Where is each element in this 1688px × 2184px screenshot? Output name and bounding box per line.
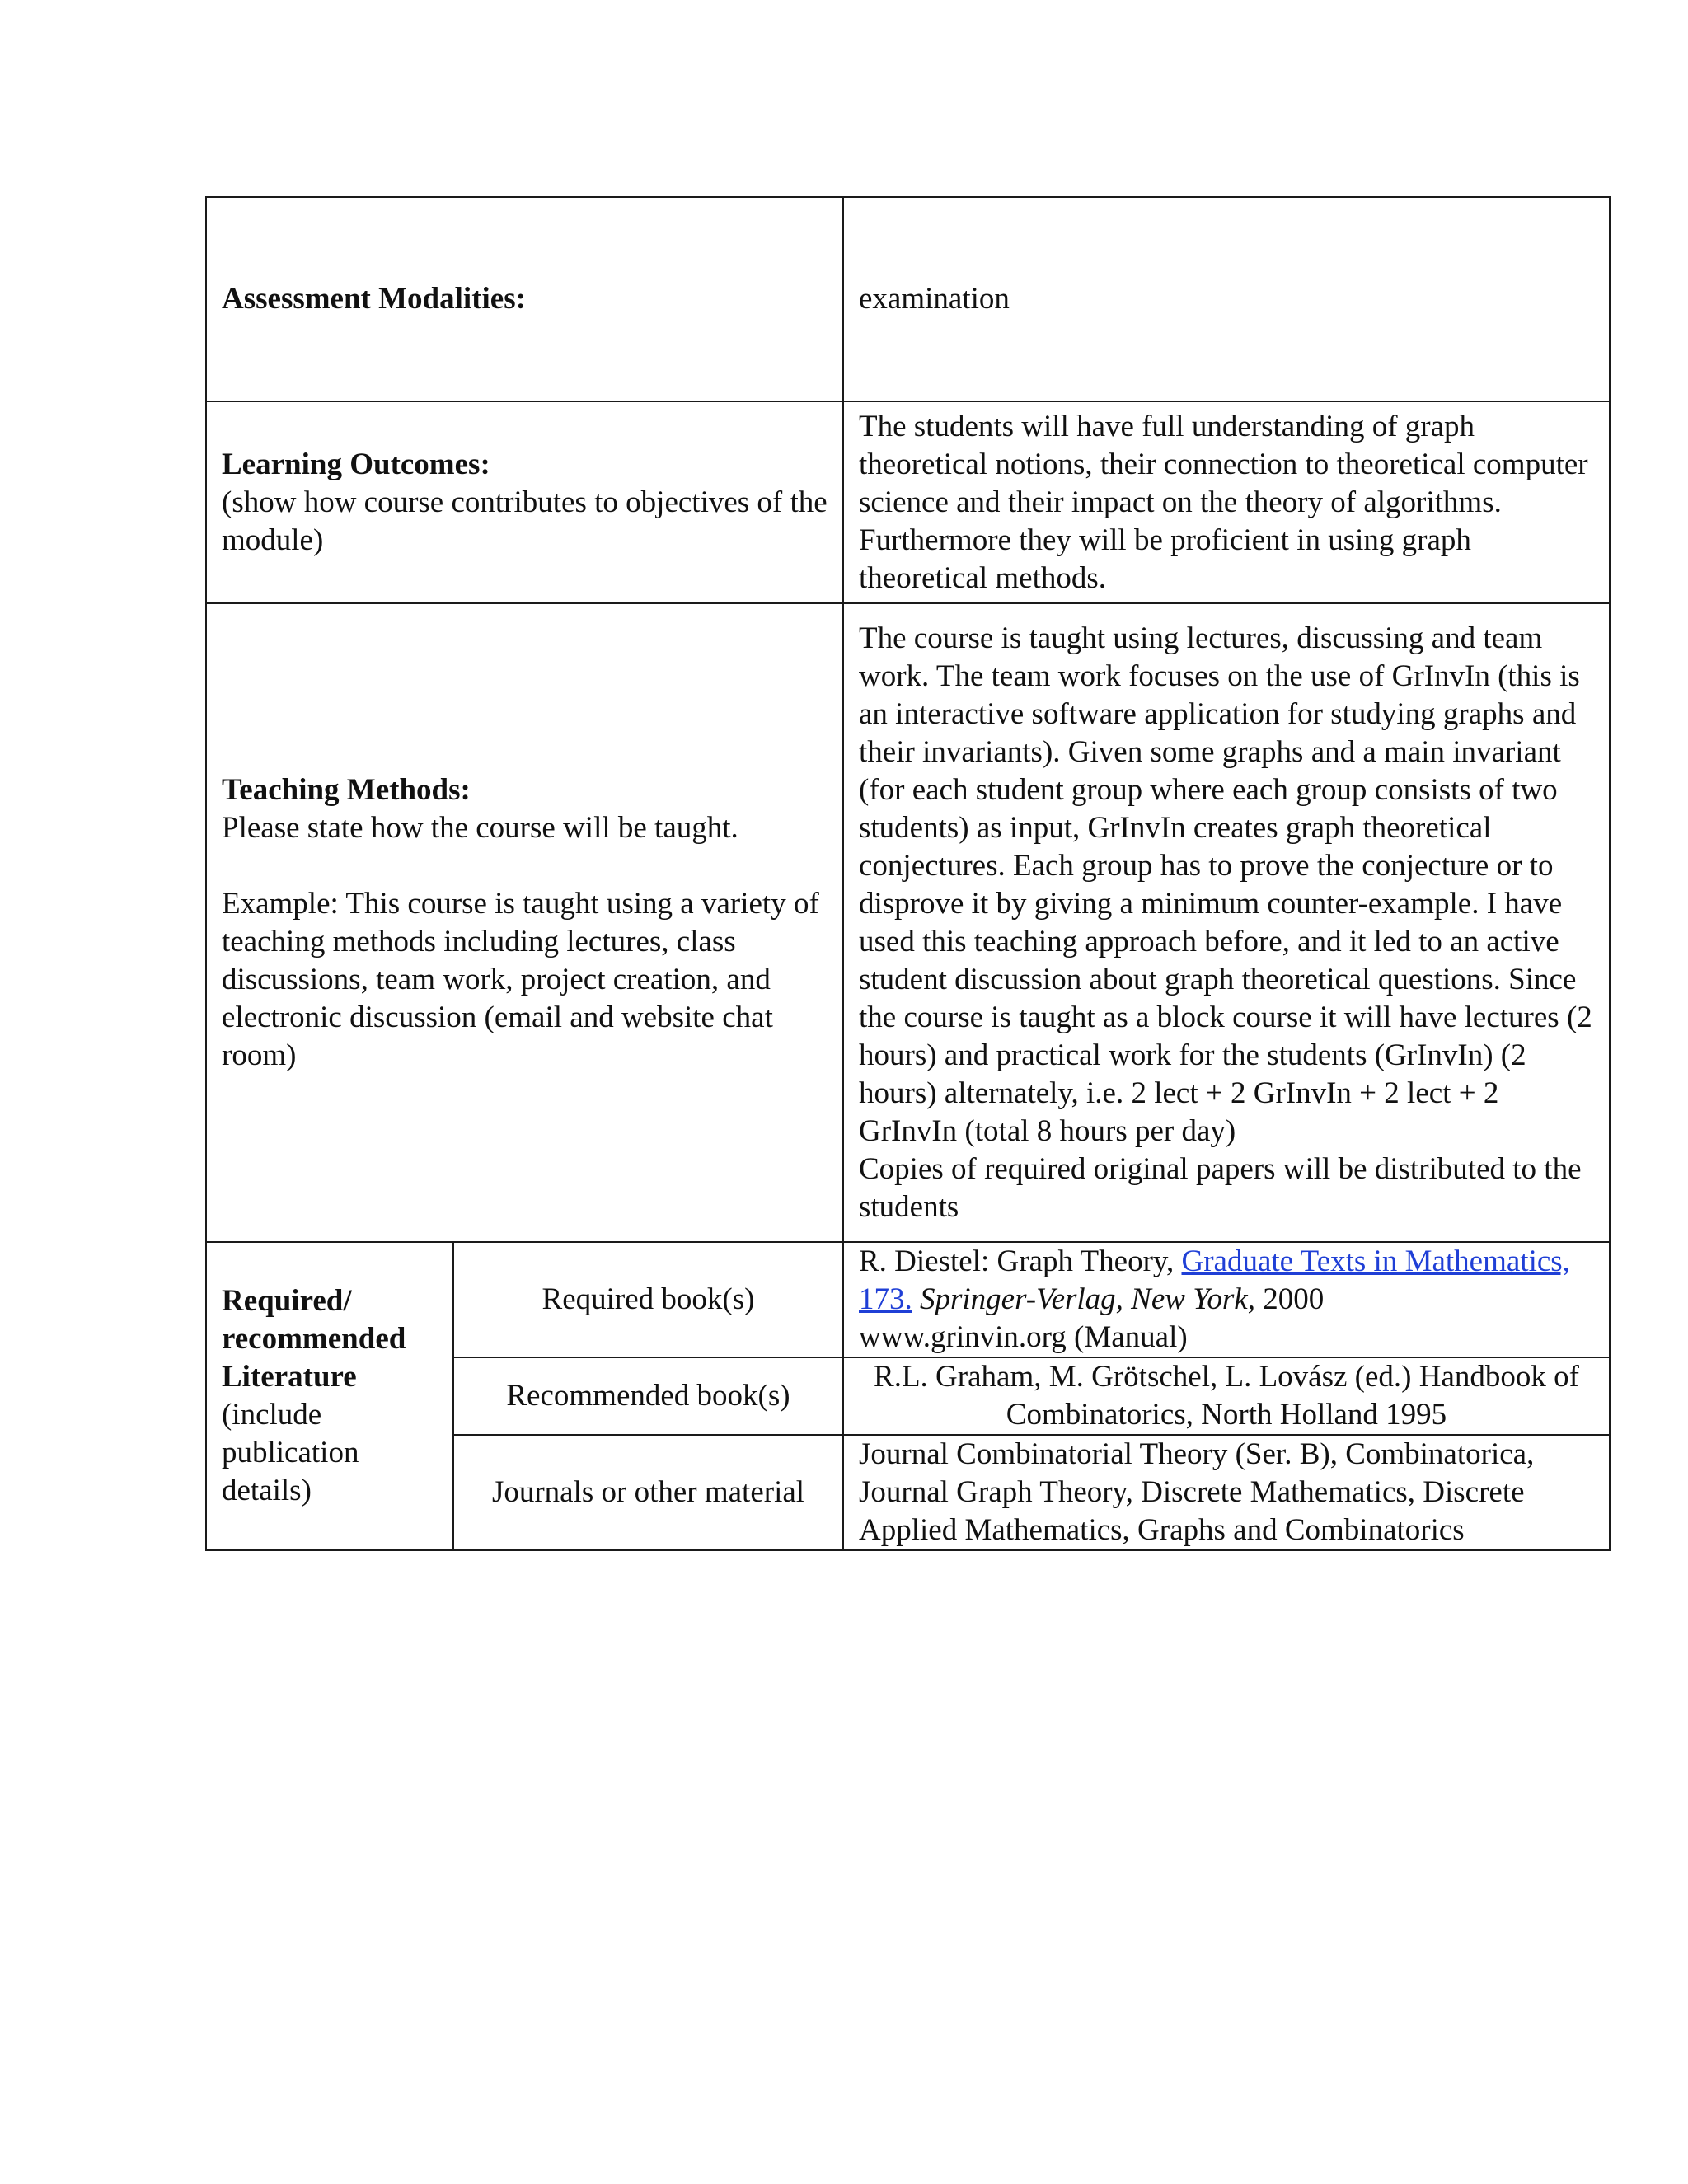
teaching-methods-value-cell <box>843 603 1610 1242</box>
learning-outcomes-label: Learning Outcomes: <box>222 447 490 481</box>
graduate-texts-link[interactable]: Graduate Texts in Mathematics, 173. <box>859 1244 1570 1316</box>
teaching-methods-label-cell <box>206 603 843 1242</box>
assessment-row <box>206 197 1610 401</box>
teaching-methods-row <box>206 603 1610 1242</box>
literature-label: Required/ recommended Literature <box>222 1284 406 1394</box>
required-books-label-cell <box>453 1242 843 1357</box>
teaching-methods-sub: Please state how the course will be taught. <box>222 810 738 845</box>
required-book-prefix: R. Diestel: Graph Theory, <box>859 1244 1182 1278</box>
assessment-value-cell <box>843 197 1610 401</box>
grinvin-manual: www.grinvin.org (Manual) <box>859 1320 1188 1354</box>
recommended-books-label-cell <box>453 1357 843 1435</box>
required-book-publisher: Springer-Verlag, New York, <box>912 1282 1255 1316</box>
learning-outcomes-sub: (show how course contributes to objectives of the module) <box>222 485 828 557</box>
literature-label-cell <box>206 1242 453 1550</box>
teaching-methods-example: Example: This course is taught using a variety of teaching methods including lectures, class discussions, team work, project creation, and electronic discussion (email and website chat room) <box>222 886 819 1072</box>
assessment-label: Assessment Modalities: <box>222 282 526 316</box>
journals-label: Journals or other material <box>491 1475 805 1509</box>
learning-outcomes-label-cell <box>206 401 843 603</box>
journals-label-cell <box>453 1435 843 1550</box>
assessment-value: examination <box>859 282 1010 316</box>
learning-outcomes-row <box>206 401 1610 603</box>
journals-value: Journal Combinatorial Theory (Ser. B), Combinatorica, Journal Graph Theory, Discrete Mathematics, Discrete Applied Mathematics, Graphs and Combinatorics <box>859 1437 1535 1547</box>
recommended-books-value-cell <box>843 1357 1610 1435</box>
required-book-year: 2000 <box>1254 1282 1325 1316</box>
course-details-table <box>205 196 1611 1551</box>
literature-label-details: (include publication details) <box>222 1398 359 1507</box>
required-books-row <box>206 1242 1610 1357</box>
journals-value-cell <box>843 1435 1610 1550</box>
required-books-label: Required book(s) <box>542 1282 755 1316</box>
assessment-label-cell <box>206 197 843 401</box>
teaching-methods-value: The course is taught using lectures, discussing and team work. The team work focuses on the use of GrInvIn (this is an interactive software application for studying graphs and their invariants). Given some graphs and a main invariant (for each student group where each group consists of two students) as input, GrInvIn creates graph theoretical conjectures. Each group has to prove the conjecture or to disprove it by giving a minimum counter-example. I have used this teaching approach before, and it led to an active student discussion about graph theoretical questions. Since the course is taught as a block course it will have lectures (2 hours) and practical work for the students (GrInvIn) (2 hours) alternately, i.e. 2 lect + 2 GrInvIn + 2 lect + 2 GrInvIn (total 8 hours per day) <box>859 621 1592 1148</box>
recommended-books-value: R.L. Graham, M. Grötschel, L. Lovász (ed.) Handbook of Combinatorics, North Holland 1995 <box>874 1360 1579 1432</box>
required-books-value-cell <box>843 1242 1610 1357</box>
learning-outcomes-value-cell <box>843 401 1610 603</box>
recommended-books-label: Recommended book(s) <box>506 1379 790 1413</box>
teaching-methods-value-2: Copies of required original papers will be distributed to the students <box>859 1151 1582 1224</box>
teaching-methods-label: Teaching Methods: <box>222 772 471 807</box>
learning-outcomes-value: The students will have full understanding of graph theoretical notions, their connection to theoretical computer science and their impact on the theory of algorithms. Furthermore they will be proficient in using graph theoretical methods. <box>859 409 1588 595</box>
